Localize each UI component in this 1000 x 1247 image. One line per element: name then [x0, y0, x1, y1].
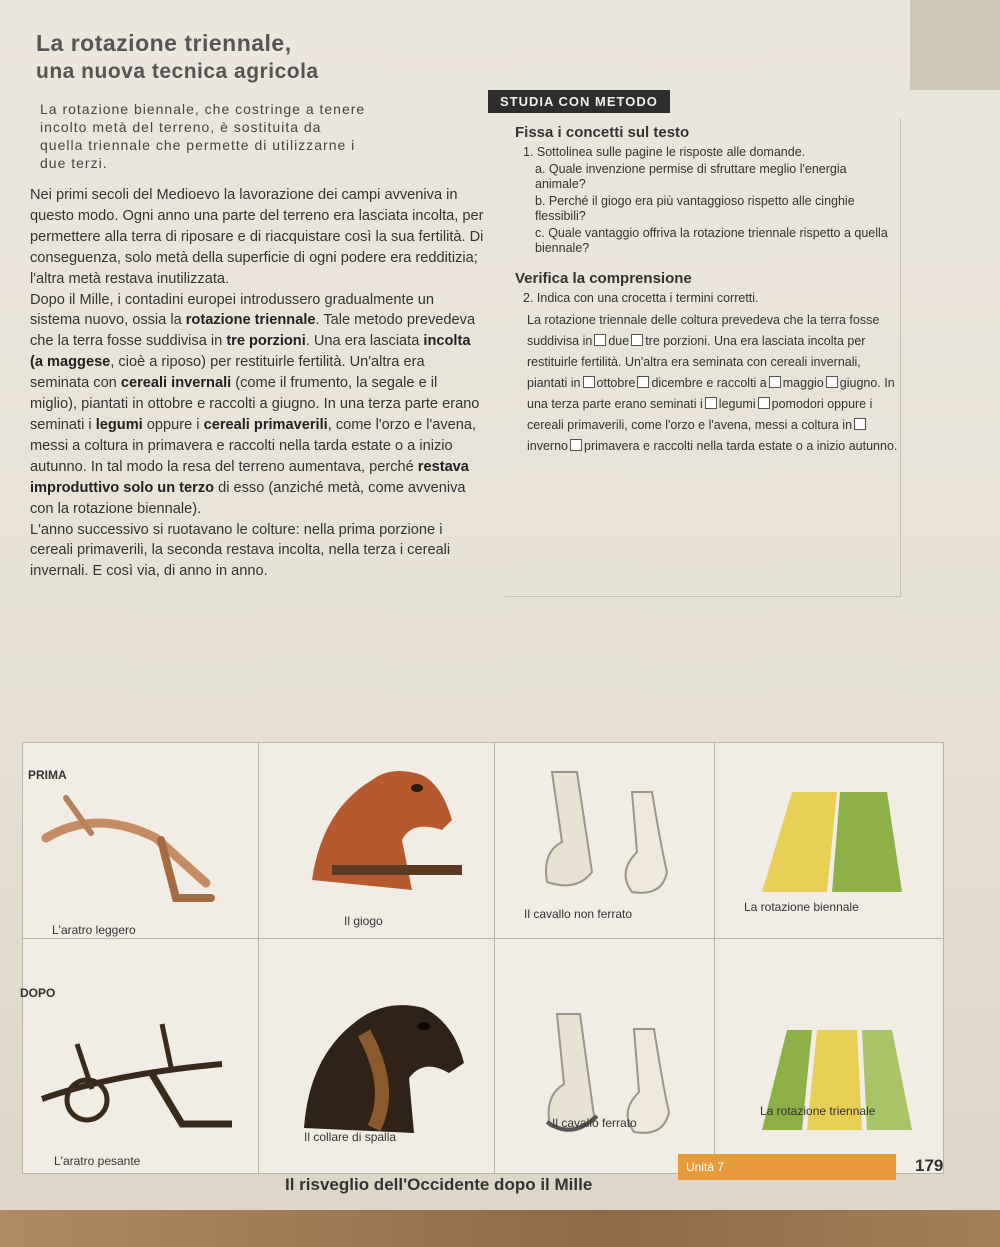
body-paragraph-3: L'anno successivo si ruotavano le colture: nella prima porzione i cereali primaverili, la seconda restava incolta, nella terza i cereali invernali. E così via, di anno in anno.: [30, 521, 451, 580]
biennial-fields-icon: [752, 772, 912, 912]
exercise-text: due: [608, 334, 630, 348]
unshod-hoof-icon: [522, 762, 692, 912]
checkbox-primavera[interactable]: [570, 439, 582, 451]
text-run: . Tale metodo prevedeva che la terra fosse suddivisa in: [30, 312, 476, 350]
text-run: , come l'orzo e l'avena, messi a coltura in primavera e raccolti nella tarda estate o a inizio autunno. In tal modo la resa del terreno aumentava, perché: [30, 416, 477, 475]
exercise-text: maggio: [782, 376, 824, 390]
question-1a: a. Quale invenzione permise di sfruttare meglio l'energia animale?: [535, 162, 847, 191]
exercise-text: giugno. In una terza parte erano seminati i: [527, 376, 895, 411]
caption-unshod-horse: Il cavallo non ferrato: [524, 907, 633, 921]
caption-triennial: La rotazione triennale: [760, 1104, 876, 1118]
section-title-verifica: Verifica la comprensione: [515, 270, 692, 287]
text-run: Dopo il Mille, i contadini europei introdussero gradualmente un sistema nuovo, ossia la: [30, 291, 434, 329]
checkbox-legumi[interactable]: [705, 397, 717, 409]
main-body-text: [30, 185, 485, 582]
body-paragraph-1: Nei primi secoli del Medioevo la lavorazione dei campi avveniva in questo modo. Ogni anno una parte del terreno era lasciata incolta, per permettere alla terra di riposare e di riacquistare così la sua fertilità. Di conseguenza, solo metà della superficie di ogni podere era redditizia; l'altra metà restava inutilizzata.: [30, 187, 484, 287]
checkbox-dicembre[interactable]: [637, 376, 649, 388]
checkbox-giugno[interactable]: [826, 376, 838, 388]
study-sidebar: [505, 118, 901, 597]
intro-summary: [40, 100, 480, 172]
exercise-text: tre porzioni. Una era lasciata incolta per restituirle fertilità. Un'altra era seminata con cereali invernali, piantati in: [527, 334, 866, 390]
keyword: rotazione triennale: [185, 312, 316, 329]
exercise-text: pomodori oppure i cereali primaverili, come l'orzo e l'avena, messi a coltura in: [527, 397, 873, 432]
before-after-figure: [22, 742, 942, 1172]
intro-line: due terzi.: [40, 155, 108, 171]
exercise-text: inverno: [527, 439, 568, 453]
desk-surface: [0, 1210, 1000, 1247]
studia-con-metodo-badge: STUDIA CON METODO: [488, 90, 670, 113]
checkbox-pomodori[interactable]: [758, 397, 770, 409]
checkbox-inverno[interactable]: [854, 418, 866, 430]
collar-horse-icon: [284, 978, 479, 1138]
keyword: cereali primaverili: [203, 416, 328, 433]
triennial-fields-icon: [752, 1010, 922, 1150]
unit-badge: Unità 7: [678, 1154, 896, 1180]
keyword: restava improduttivo solo un terzo: [30, 458, 469, 496]
exercise-text: ottobre: [596, 376, 636, 390]
caption-shod-horse: Il cavallo ferrato: [552, 1116, 637, 1130]
question-1c: c. Quale vantaggio offriva la rotazione triennale rispetto a quella biennale?: [535, 226, 888, 255]
question-1: 1. Sottolinea sulle pagine le risposte alle domande.: [523, 145, 806, 159]
fill-in-exercise: [527, 310, 900, 457]
keyword: tre porzioni: [226, 333, 306, 350]
exercise-text: legumi: [718, 397, 756, 411]
intro-line: La rotazione biennale, che costringe a tenere: [40, 101, 366, 117]
question-2: 2. Indica con una crocetta i termini corretti.: [523, 291, 759, 305]
light-plough-icon: [36, 788, 246, 908]
checkbox-ottobre[interactable]: [583, 376, 595, 388]
caption-collar: Il collare di spalla: [304, 1130, 397, 1144]
page-title-line2: una nuova tecnica agricola: [36, 60, 319, 83]
row-label-dopo: DOPO: [20, 986, 56, 1000]
intro-line: incolto metà del terreno, è sostituita da: [40, 119, 322, 135]
body-paragraph-2: [30, 290, 485, 520]
exercise-text: primavera e raccolti nella tarda estate o a inizio autunno.: [584, 439, 898, 453]
caption-light-plough: L'aratro leggero: [52, 923, 136, 937]
exercise-text: dicembre e raccolti a: [651, 376, 767, 390]
text-run: di esso (anziché metà, come avveniva con la rotazione biennale).: [30, 479, 466, 517]
section-title-fissa: Fissa i concetti sul testo: [515, 124, 690, 141]
checkbox-due[interactable]: [594, 334, 606, 346]
checkbox-tre[interactable]: [631, 334, 643, 346]
text-run: (come il frumento, la segale e il miglio), piantati in ottobre e raccolti a giugno. In una terza parte erano seminati i: [30, 375, 480, 433]
caption-biennial: La rotazione biennale: [744, 900, 859, 914]
page-number: 179: [915, 1156, 944, 1175]
page-corner: [910, 0, 1000, 90]
yoke-horse-icon: [292, 750, 472, 900]
caption-yoke: Il giogo: [344, 914, 383, 928]
row-label-prima: PRIMA: [28, 768, 67, 782]
intro-line: quella triennale che permette di utilizzarne i: [40, 137, 356, 153]
text-run: , cioè a riposo) per restituirle fertilità. Un'altra era seminata con: [30, 354, 425, 392]
keyword: incolta (a maggese: [30, 333, 471, 371]
keyword: cereali invernali: [120, 375, 232, 392]
shod-hoof-icon: [522, 1004, 692, 1154]
text-run: . Una era lasciata: [305, 333, 424, 350]
exercise-text: La rotazione triennale delle coltura prevedeva che la terra fosse suddivisa in: [527, 313, 880, 348]
question-1b: b. Perché il giogo era più vantaggioso rispetto alle cinghie flessibili?: [535, 194, 855, 223]
checkbox-maggio[interactable]: [769, 376, 781, 388]
caption-heavy-plough: L'aratro pesante: [54, 1154, 141, 1168]
heavy-plough-icon: [32, 1004, 252, 1134]
text-run: oppure i: [142, 416, 204, 433]
keyword: legumi: [95, 416, 143, 433]
footer-title: Il risveglio dell'Occidente dopo il Mille: [285, 1175, 593, 1194]
page-title-line1: La rotazione triennale,: [36, 30, 292, 56]
